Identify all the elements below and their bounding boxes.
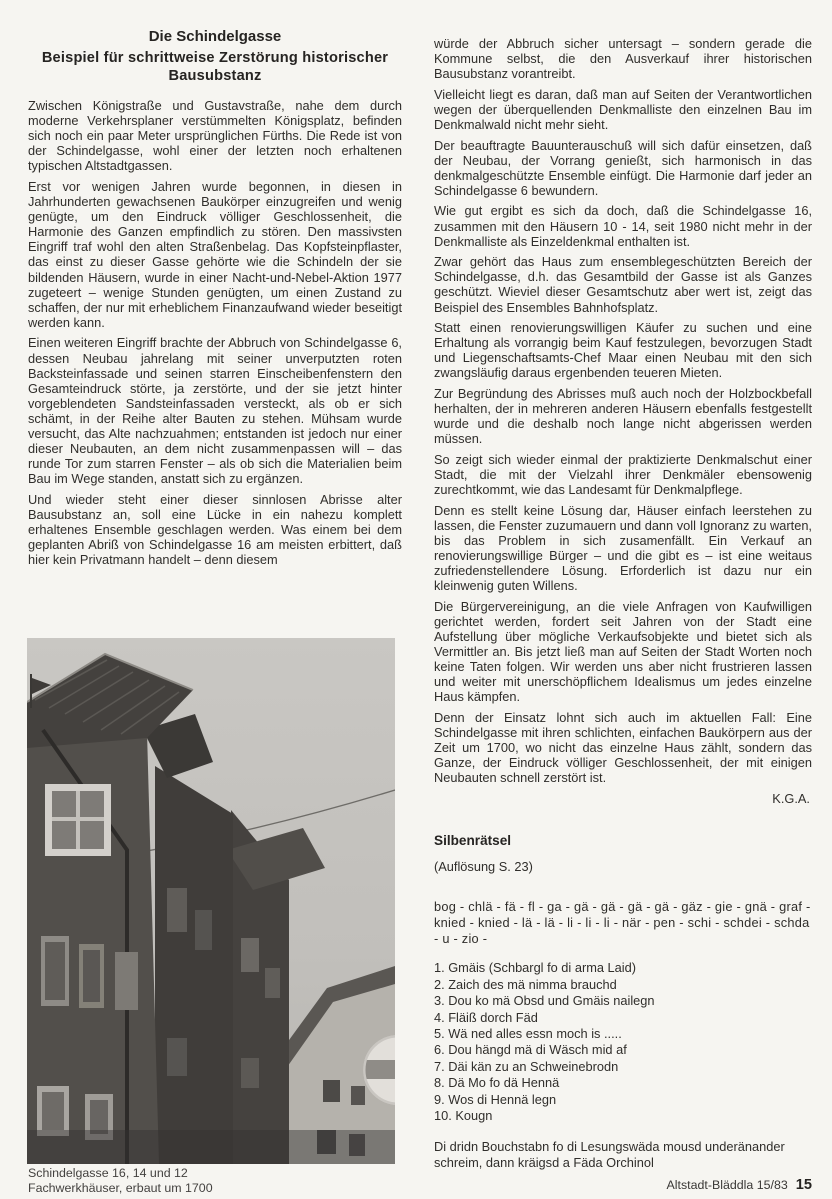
photo-illustration — [27, 638, 395, 1164]
puzzle-closing-line: Di dridn Bouchstabn fo di Lesungswäda mousd underänander schreim, dann kräigsd a Fäda Orchinol — [434, 1139, 785, 1170]
caption-line: Schindelgasse 16, 14 und 12 — [28, 1166, 188, 1180]
article-paragraph: Einen weiteren Eingriff brachte der Abbruch von Schindelgasse 6, dessen Neubau jahrelang mit seiner unverputzten roten Backsteinfassade und seinen starren Einscheibenfenstern den Gesamteindruck störte, ja zerstörte, und der sie jetzt hinter vorgeblendeten Sandsteinfassaden versteckt, als ob er sich schämt, in der Reihe alter Bauten zu stehen. Mühsam wurde versucht, das Alte nachzuahmen; entstanden ist jedoch nur einer dieser Neubauten, an dem nicht zusammenpassen will – das runde Tor zum starren Fenster – als ob sich die Materialien beim Bau im Wege standen, anstatt sich zu ergänzen. — [28, 335, 402, 487]
large-window — [45, 784, 111, 856]
article-paragraph: Vielleicht liegt es daran, daß man auf Seiten der Verantwortlichen wegen der überquellenden Denkmalliste den einzelnen Bau im Denkmalwald nicht mehr sieht. — [434, 86, 812, 132]
article-title: Die Schindelgasse — [148, 28, 282, 45]
puzzle-clue: 6. Dou hängd mä di Wäsch mid af — [434, 1042, 627, 1058]
article-paragraph: Zur Begründung des Abrisses muß auch noch der Holzbockbefall herhalten, der in mehreren anderen Häusern ebenfalls festgestellt wurde und die deshalb noch lange nicht abgerissen werden müssen. — [434, 385, 812, 447]
puzzle-solution-note: (Auflösung S. 23) — [434, 858, 533, 874]
author-initials: K.G.A. — [772, 790, 810, 806]
article-paragraph: Denn es stellt keine Lösung dar, Häuser einfach leerstehen zu lassen, die Fenster zuzumauern und dann voll Ignoranz zu warten, bis das Problem in sich zusamenfällt. Ein Verkauf an renovierungswillige Bürger – und die gibt es – ist eine weitaus zufriedenstellendere Lösung. Erforderlich ist dazu nur ein kleinwenig guten Willens. — [434, 502, 812, 594]
page-number: 15 — [795, 1177, 812, 1193]
article-subtitle: Beispiel für schrittweise Zerstörung historischer Bausubstanz — [41, 50, 389, 84]
puzzle-clue: 5. Wä ned alles essn moch is ..... — [434, 1026, 622, 1042]
article-paragraph: Wie gut ergibt es sich da doch, daß die Schindelgasse 16, zusammen mit den Häusern 10 - 14, seit 1980 nicht mehr in der Denkmalliste als Einzeldenkmal enthalten ist. — [434, 203, 812, 249]
puzzle-clue: 4. Fläiß dorch Fäd — [434, 1009, 538, 1025]
article-paragraph: Und wieder steht einer dieser sinnlosen Abrisse alter Bausubstanz an, soll eine Lücke in ein nahezu komplett erhaltenes Ensemble geschlagen werden. Was einem bei dem geplanten Abriß von Schindelgasse 16 am meisten erbittert, daß hier kein Privatmann handelt – denn diesem — [28, 491, 402, 568]
article-paragraph: würde der Abbruch sicher untersagt – sondern gerade die Kommune selbst, die den Ausverkauf ihrer historischen Bausubstanz vorantreibt. — [434, 36, 812, 82]
street-shadow — [27, 1130, 395, 1164]
second-facade — [155, 766, 233, 1164]
left-column — [28, 28, 402, 573]
journal-title: Altstadt-Bläddla 15/83 — [666, 1178, 788, 1192]
article-paragraph: Statt einen renovierungswilligen Käufer zu suchen und eine Erhaltung als vorrangig beim Kauf festzulegen, bevorzugen Stadt und Liegenschaftsamts-Chef Maar einen Neubau mit den sich zwangsläufig daraus ergenbenden teueren Mieten. — [434, 320, 812, 381]
article-paragraph: Die Bürgervereinigung, an die viele Anfragen von Kaufwilligen gerichtet werden, fordert seit Jahren von der Stadt eine Aufstellung über mögliche Verkaufsobjekte und bietet sich als Vermittler an. Bis jetzt ließ man auf Seiten der Stadt Worten noch keine Taten folgen. Wir werden uns aber nicht frustrieren lassen und weiter mit unerschöpflichem Idealismus um jedes einzelne Haus kämpfen. — [434, 598, 812, 705]
photo-caption — [28, 1166, 213, 1196]
puzzle-clue-list — [434, 960, 812, 1124]
article-paragraph: So zeigt sich wieder einmal der praktizierte Denkmalschut einer Stadt, die mit der Vielzahl ihrer Denkmäler ebensowenig zurechtkommt, wie das Landesamt für Denkmalpflege. — [434, 451, 812, 498]
puzzle-clue: 10. Kougn — [434, 1108, 493, 1124]
page-footer — [667, 1177, 812, 1193]
right-column — [434, 36, 812, 1170]
puzzle-syllables: bog - chlä - fä - fl - ga - gä - gä - gä - gä - gäz - gie - gnä - graf - knied - knied - lä - lä - li - li - li - när - pen - schi - schdei - schda - u - zio - — [434, 898, 811, 947]
puzzle-clue: 8. Dä Mo fo dä Hennä — [434, 1075, 560, 1091]
article-paragraph: Der beauftragte Bauunterauschuß will sich dafür einsetzen, daß der Neubau, der Vorrang genießt, sich harmonisch in das denkmalgeschützte Ensemble einfügt. Die Harmonie darf jeder an Schindelgasse 6 bewundern. — [434, 137, 812, 198]
puzzle-clue: 7. Däi kän zu an Schweinebrodn — [434, 1058, 619, 1074]
article-paragraph: Zwar gehört das Haus zum ensemblegeschützten Bereich der Schindelgasse, d.h. das Gesamtbild der Gasse ist als Ganzes geschützt. Wieviel dieser Gesamtschutz aber wert ist, zeigt das Beispiel des Ensembles Bahnhofsplatz. — [434, 254, 812, 315]
puzzle-clue: 2. Zaich des mä nimma brauchd — [434, 976, 617, 992]
puzzle-clue: 1. Gmäis (Schbargl fo di arma Laid) — [434, 960, 636, 976]
puzzle-clue: 9. Wos di Hennä legn — [434, 1091, 557, 1107]
caption-line: Fachwerkhäuser, erbaut um 1700 — [28, 1181, 213, 1195]
photo-schindelgasse — [27, 638, 395, 1164]
puzzle-clue: 3. Dou ko mä Obsd und Gmäis nailegn — [434, 993, 655, 1009]
article-paragraph: Zwischen Königstraße und Gustavstraße, nahe dem durch moderne Verkehrsplaner verstümmelten Königsplatz, befinden sich noch ein paar Meter ursprünglichen Fürths. Die Rede ist von der Schindelgasse, wohl einer der letzten noch erhaltenen typischen Altstadtgassen. — [28, 98, 402, 174]
puzzle-title: Silbenrätsel — [434, 832, 512, 848]
article-paragraph: Denn der Einsatz lohnt sich auch im aktuellen Fall: Eine Schindelgasse mit ihren schlichten, einfachen Baukörpern aus der Zeit um 1700, wo nicht das einzelne Haus zählt, sondern das Ganze, der Eindruck völliger Geschlossenheit, der mit einigen Neubauten schnell zerstört ist. — [434, 709, 812, 786]
article-paragraph: Erst vor wenigen Jahren wurde begonnen, in diesen in Jahrhunderten gewachsenen Baukörper einzugreifen und wenig genügte, um den Eindruck völliger Geschlossenheit, die Harmonie des Ganzen empfindlich zu stören. Den massivsten Eingriff traf wohl den alten Straßenbelag. Das Kopfsteinpflaster, das einst zu dieser Gasse gehörte wie die Schindeln der sie bildenden Häusern, wurde in einer Nacht-und-Nebel-Aktion 1977 zugeteert – wenige Stunden genügten, um einen Zustand zu schaffen, der nur mit erheblichem Finanzaufwand wieder beseitigt werden kann. — [28, 178, 402, 330]
